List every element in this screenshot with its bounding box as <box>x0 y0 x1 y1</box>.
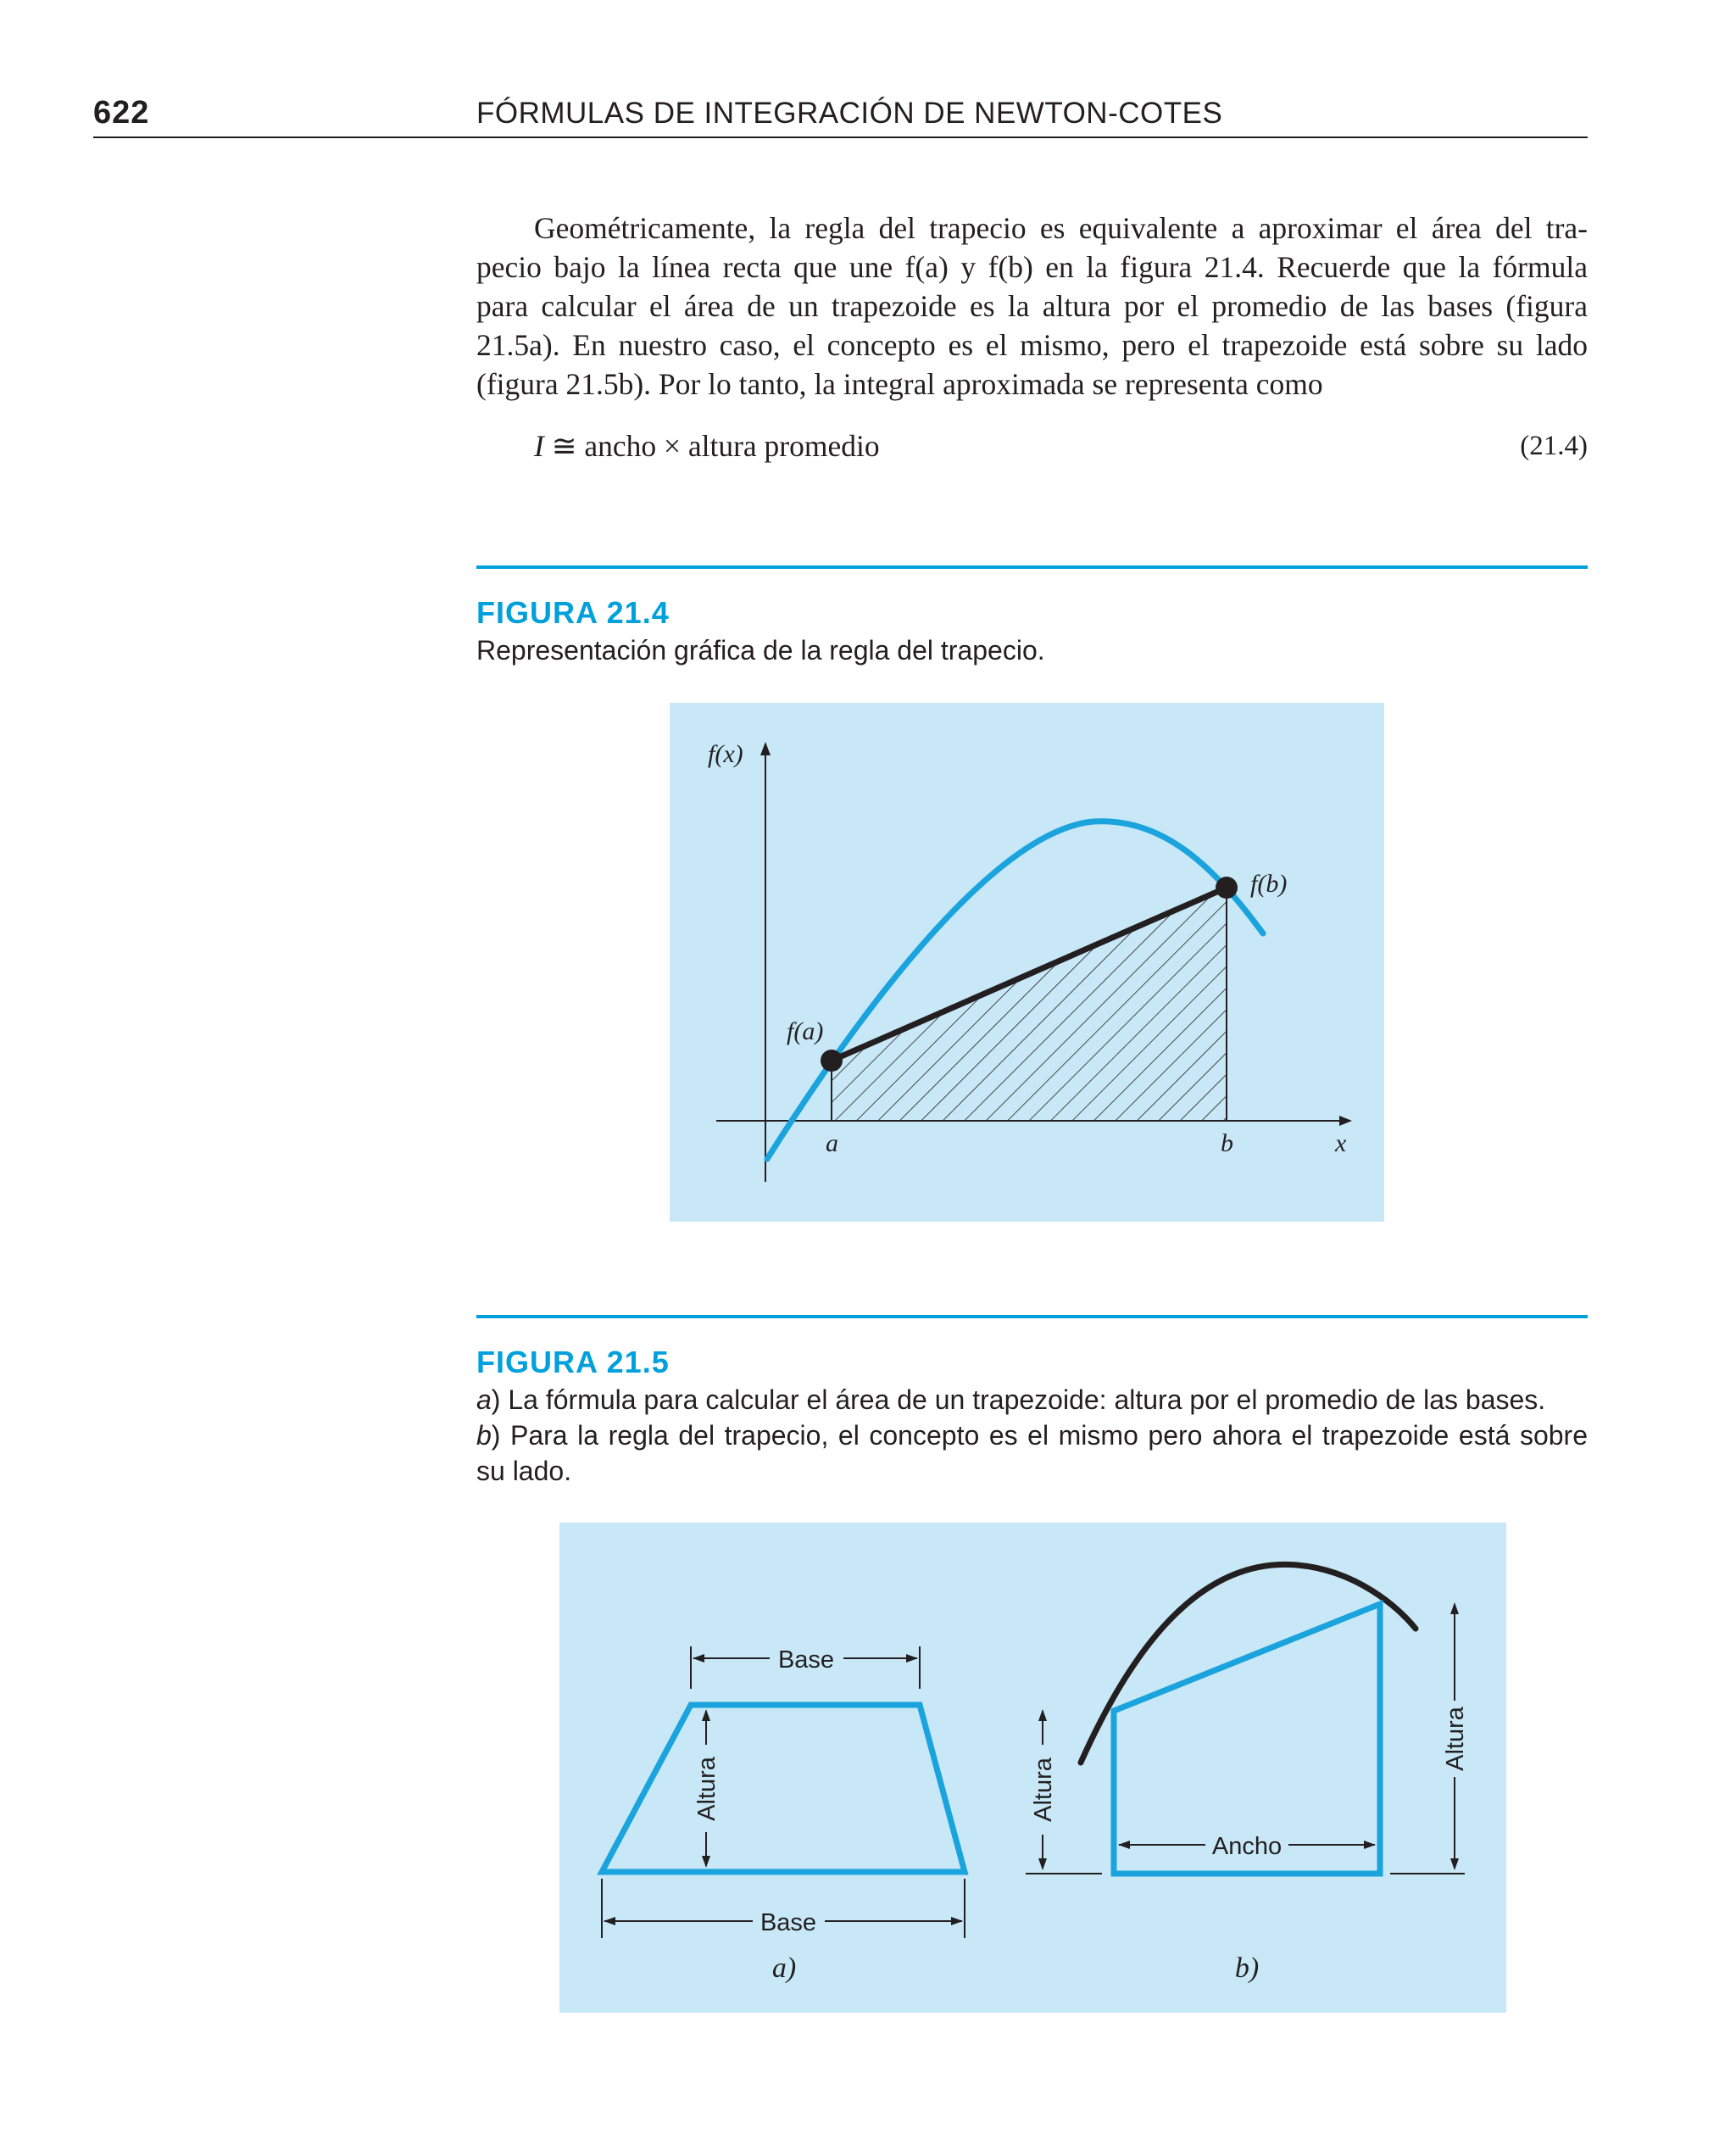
caption-line-b: b) Para la regla del trapecio, el concepto es el mismo pero ahora el trapezoide está sobre <box>476 1420 1588 1451</box>
body-line: Geométricamente, la regla del trapecio es equivalente a aproximar el área del tra- <box>534 211 1588 245</box>
equation-rhs: ancho × altura promedio <box>584 429 880 463</box>
sublabel-b: b) <box>1234 1952 1260 1984</box>
arrowhead <box>604 1917 615 1925</box>
figure-21-5-rule <box>476 1315 1588 1318</box>
arrowhead <box>1038 1709 1047 1721</box>
altura-b-left-label: Altura <box>1030 1757 1057 1822</box>
base-bottom-label: Base <box>760 1909 817 1936</box>
point-a-label: f(a) <box>787 1017 824 1045</box>
equation-21-4 <box>534 428 880 464</box>
caption-line-a: a) La fórmula para calcular el área de un trapezoide: altura por el promedio de las bases. <box>476 1384 1546 1415</box>
body-line: (figura 21.5b). Por lo tanto, la integral aproximada se representa como <box>476 367 1323 401</box>
equation-number: (21.4) <box>1520 431 1588 461</box>
y-axis-label: f(x) <box>708 740 743 768</box>
altura-b-right-label: Altura <box>1442 1707 1469 1771</box>
arrowhead <box>702 1709 710 1721</box>
x-axis-label: x <box>1335 1129 1347 1157</box>
caption-line: Representación gráfica de la regla del trapecio. <box>476 635 1045 666</box>
figure-21-5-panel <box>559 1523 1506 2013</box>
tick-a-label: a <box>826 1129 838 1157</box>
arrowhead <box>906 1654 918 1663</box>
trapezoid-area <box>832 888 1227 1121</box>
running-title: FÓRMULAS DE INTEGRACIÓN DE NEWTON-COTES <box>476 97 1223 130</box>
x-axis-arrow <box>1339 1116 1352 1126</box>
point-b-label: f(b) <box>1250 870 1288 898</box>
equation-approx-symbol: ≅ <box>551 429 577 463</box>
trapezoid-a <box>602 1705 965 1872</box>
arrowhead <box>1118 1841 1130 1849</box>
figure-21-5-label: FIGURA 21.5 <box>476 1345 670 1379</box>
y-axis-arrow <box>760 742 771 755</box>
trapezoidal-rule-graph <box>670 703 1384 1222</box>
base-top-label: Base <box>777 1646 835 1674</box>
arrowhead <box>1038 1858 1047 1870</box>
point-f-a <box>821 1050 843 1072</box>
tick-b-label: b <box>1221 1129 1233 1157</box>
altura-a-label: Altura <box>693 1757 721 1821</box>
figure-21-4-caption <box>476 632 1588 668</box>
arrowhead <box>951 1917 963 1925</box>
arrowhead <box>1450 1602 1459 1614</box>
page-number: 622 <box>93 95 150 131</box>
trapezoid-diagrams <box>559 1523 1506 2013</box>
figure-21-4-panel <box>670 703 1384 1222</box>
ancho-label: Ancho <box>1211 1833 1283 1860</box>
arrowhead <box>1450 1858 1459 1870</box>
figure-21-4-label: FIGURA 21.4 <box>476 595 670 630</box>
sublabel-a: a) <box>771 1952 797 1984</box>
body-paragraph <box>476 209 1588 404</box>
point-f-b <box>1216 877 1238 899</box>
figure-21-5-caption <box>476 1382 1588 1489</box>
body-line: pecio bajo la línea recta que une f(a) y f(b) en la figura 21.4. Recuerde que la fórmula <box>476 250 1588 284</box>
body-line: para calcular el área de un trapezoide es la altura por el promedio de las bases (figura <box>476 289 1588 323</box>
header-rule <box>93 136 1588 138</box>
caption-tag-a: a <box>476 1384 492 1415</box>
arrowhead <box>693 1654 704 1663</box>
caption-tag-b: b <box>476 1420 492 1451</box>
arrowhead <box>702 1856 710 1868</box>
caption-line-c: su lado. <box>476 1456 572 1486</box>
equation-lhs: I <box>534 429 544 463</box>
figure-21-4-rule <box>476 565 1588 569</box>
function-curve-b <box>1081 1564 1416 1763</box>
arrowhead <box>1364 1841 1376 1849</box>
body-line: 21.5a). En nuestro caso, el concepto es el mismo, pero el trapezoide está sobre su lado <box>476 328 1588 362</box>
